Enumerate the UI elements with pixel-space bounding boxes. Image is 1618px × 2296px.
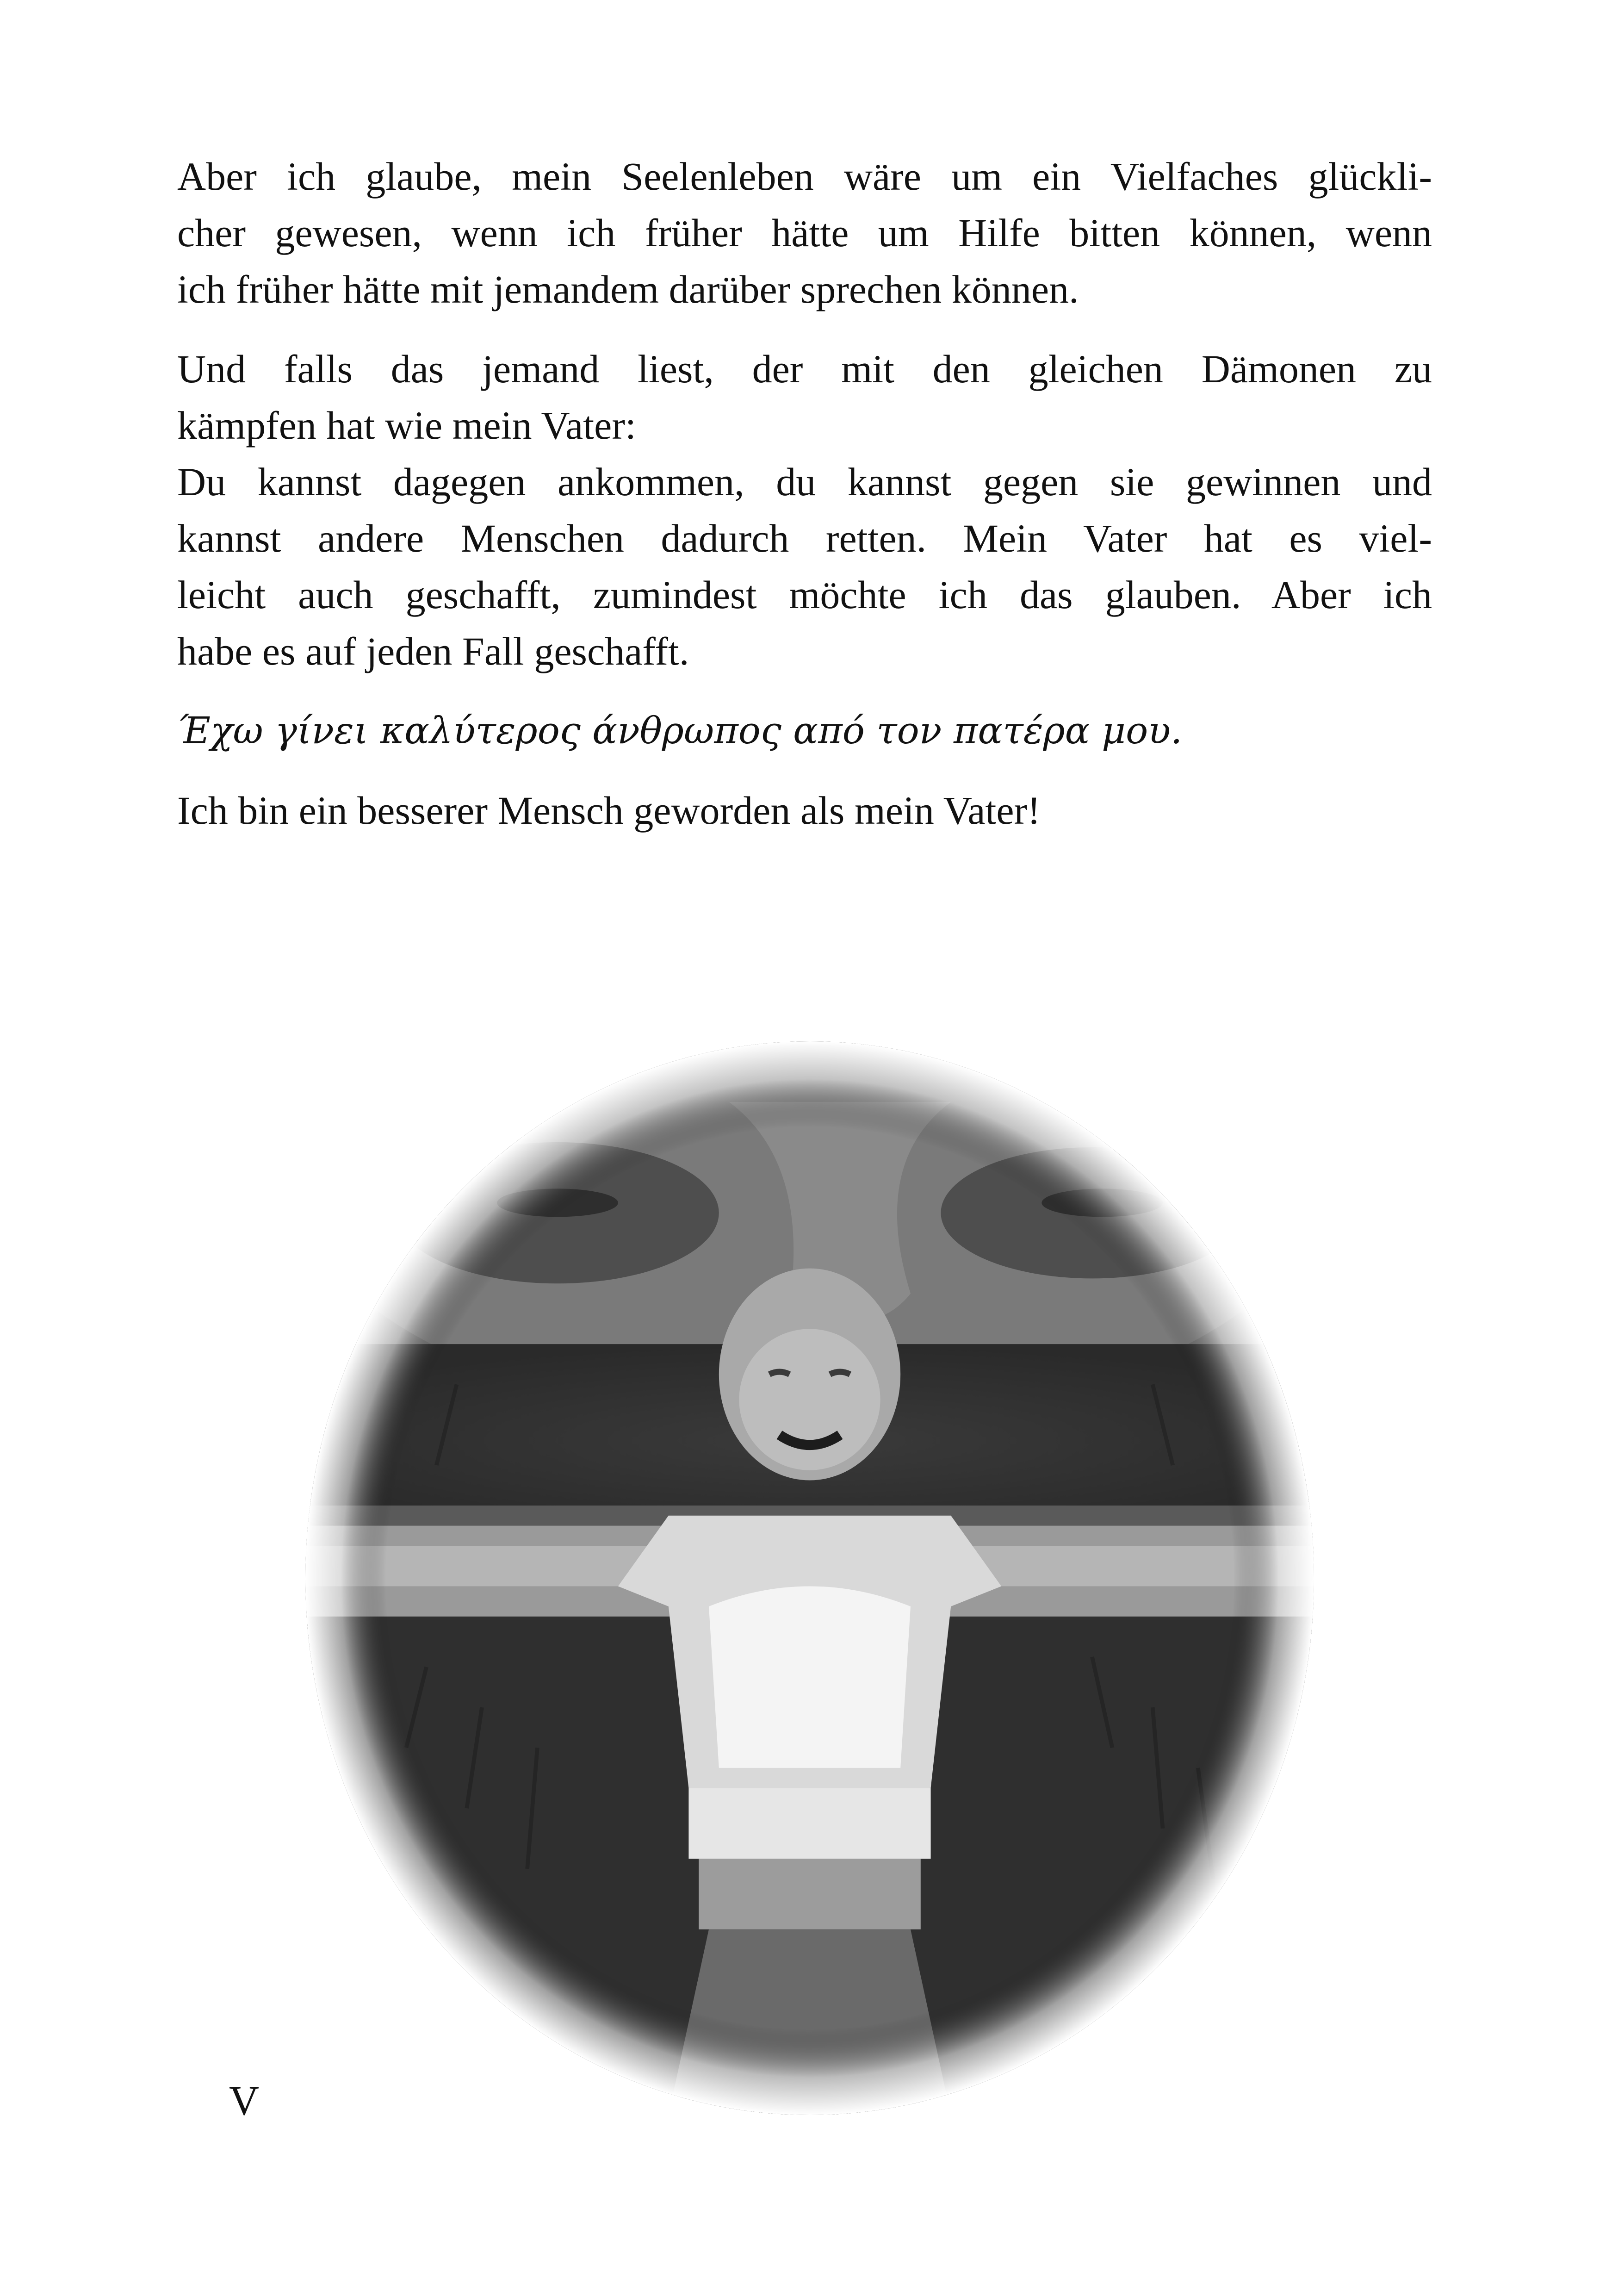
text-line: Ich bin ein besserer Mensch geworden als mein Vater! (177, 788, 1041, 833)
text-line: leicht auch geschafft, zumindest möchte ich das glauben. Aber ich (177, 572, 1432, 617)
paragraph-greek (177, 703, 1432, 759)
page-number: V (229, 2078, 259, 2124)
text-line: Und falls das jemand liest, der mit den gleichen Dämonen zu (177, 347, 1432, 391)
text-line: cher gewesen, wenn ich früher hätte um Hilfe bitten können, wenn (177, 211, 1432, 255)
paragraph-2 (177, 341, 1432, 679)
paragraph-1 (177, 148, 1432, 317)
text-line: kämpfen hat wie mein Vater: (177, 403, 636, 448)
text-line: habe es auf jeden Fall geschafft. (177, 629, 689, 673)
text-line: ich früher hätte mit jemandem darüber sprechen können. (177, 267, 1079, 311)
text-line: Aber ich glaube, mein Seelenleben wäre um ein Vielfaches glückli- (177, 154, 1432, 199)
body-text (177, 148, 1432, 862)
vignette-photo (305, 1041, 1314, 2115)
greek-line: Έχω γίνει καλύτερος άνθρωπος από τον πατέρα μου. (177, 709, 1183, 752)
text-line: Du kannst dagegen ankommen, du kannst gegen sie gewinnen und (177, 460, 1432, 504)
text-line: kannst andere Menschen dadurch retten. Mein Vater hat es viel- (177, 516, 1432, 560)
paragraph-closing (177, 782, 1432, 839)
